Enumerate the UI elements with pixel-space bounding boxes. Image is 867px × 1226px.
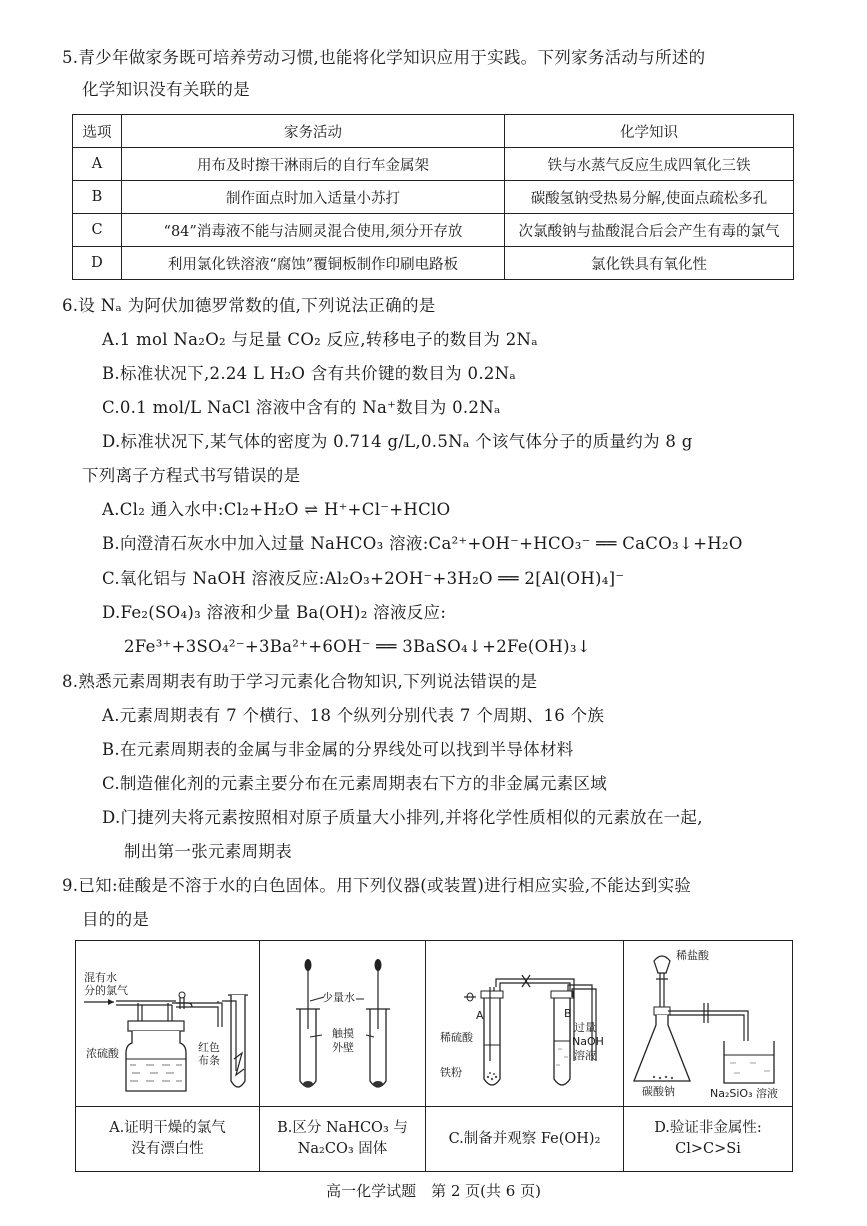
q6-option-b: B.标准状况下,2.24 L H₂O 含有共价键的数目为 0.2Nₐ (102, 364, 517, 383)
q9-stem-line1: 9.已知:硅酸是不溶于水的白色固体。用下列仪器(或装置)进行相应实验,不能达到实验 (62, 876, 692, 895)
label-wet-chlorine-2: 分的氯气 (84, 984, 128, 997)
panel-a-caption (76, 1108, 259, 1170)
caption-line1: C.制备并观察 Fe(OH)₂ (448, 1130, 601, 1147)
label-tube-a: A (476, 1009, 484, 1022)
panel-d-caption (624, 1108, 792, 1170)
q9-panel-d (624, 941, 792, 1171)
table-header-cell: 家务活动 (122, 115, 505, 148)
table-cell: 利用氯化铁溶液“腐蚀”覆铜板制作印刷电路板 (122, 247, 505, 280)
test-tubes-diagram (260, 941, 426, 1106)
q6-stem: 6.设 Nₐ 为阿伏加德罗常数的值,下列说法正确的是 (62, 296, 436, 315)
q5-stem-line1: 5.青少年做家务既可培养劳动习惯,也能将化学知识应用于实践。下列家务活动与所述的 (62, 48, 706, 67)
q7-option-d: D.Fe₂(SO₄)₃ 溶液和少量 Ba(OH)₂ 溶液反应: (102, 603, 447, 622)
label-wet-chlorine-1: 混有水 (84, 971, 117, 984)
label-touch-2: 外壁 (332, 1041, 354, 1054)
q6-option-c: C.0.1 mol/L NaCl 溶液中含有的 Na⁺数目为 0.2Nₐ (102, 398, 501, 417)
label-conc-h2so4: 浓硫酸 (86, 1047, 119, 1060)
table-header-cell: 选项 (73, 115, 122, 148)
caption-line1: D.验证非金属性: (654, 1120, 762, 1136)
table-row (73, 247, 794, 280)
panel-c-apparatus (426, 941, 623, 1107)
table-cell: A (73, 148, 122, 181)
caption-line1: B.区分 NaHCO₃ 与 (277, 1120, 408, 1136)
label-solution: 溶液 (574, 1049, 596, 1062)
flask-beaker-diagram (624, 941, 792, 1106)
q8-stem: 8.熟悉元素周期表有助于学习元素化合物知识,下列说法错误的是 (62, 672, 538, 691)
q7-option-b: B.向澄清石灰水中加入过量 NaHCO₃ 溶液:Ca²⁺+OH⁻+HCO₃⁻ ══ CaCO₃↓+H₂O (102, 534, 743, 553)
table-cell: “84”消毒液不能与洁厕灵混合使用,须分开存放 (122, 214, 505, 247)
q9-stem-line2: 目的的是 (82, 910, 150, 929)
q8-option-a: A.元素周期表有 7 个横行、18 个纵列分别代表 7 个周期、16 个族 (102, 706, 605, 725)
label-sodium-carbonate: 碳酸钠 (642, 1085, 675, 1098)
q6-option-d: D.标准状况下,某气体的密度为 0.714 g/L,0.5Nₐ 个该气体分子的质量约为 8 g (102, 432, 693, 451)
table-cell: 用布及时擦干淋雨后的自行车金属架 (122, 148, 505, 181)
gas-washing-bottle-diagram (76, 941, 260, 1106)
label-touch-1: 触摸 (332, 1027, 354, 1040)
table-header-cell: 化学知识 (505, 115, 794, 148)
q8-option-d-cont: 制出第一张元素周期表 (124, 842, 292, 861)
panel-a-apparatus (76, 941, 259, 1107)
label-red-cloth-1: 红色 (198, 1041, 220, 1054)
table-cell: 制作面点时加入适量小苏打 (122, 181, 505, 214)
label-tube-b: B (564, 1007, 572, 1020)
label-dilute-hcl: 稀盐酸 (676, 949, 709, 962)
table-row (73, 214, 794, 247)
caption-line2: Cl>C>Si (675, 1141, 741, 1157)
table-row (73, 181, 794, 214)
table-cell: 次氯酸钠与盐酸混合后会产生有毒的氯气 (505, 214, 794, 247)
table-header-row (73, 115, 794, 148)
table-cell: C (73, 214, 122, 247)
q7-option-a: A.Cl₂ 通入水中:Cl₂+H₂O ⇌ H⁺+Cl⁻+HClO (102, 500, 451, 519)
label-iron-powder: 铁粉 (440, 1066, 462, 1079)
q6-option-a: A.1 mol Na₂O₂ 与足量 CO₂ 反应,转移电子的数目为 2Nₐ (102, 330, 538, 349)
panel-b-caption (260, 1108, 425, 1170)
label-naoh: NaOH (572, 1035, 604, 1048)
panel-b-apparatus (260, 941, 425, 1107)
q7-option-c: C.氧化铝与 NaOH 溶液反应:Al₂O₃+2OH⁻+3H₂O ══ 2[Al(OH)₄]⁻ (102, 569, 625, 588)
caption-line2: 没有漂白性 (131, 1141, 204, 1157)
q7-stem: 下列离子方程式书写错误的是 (82, 466, 301, 485)
label-sodium-silicate: Na₂SiO₃ 溶液 (710, 1087, 778, 1100)
q5-table (72, 114, 794, 280)
table-cell: 碳酸氢钠受热易分解,使面点疏松多孔 (505, 181, 794, 214)
panel-d-apparatus (624, 941, 792, 1107)
label-red-cloth-2: 布条 (198, 1054, 220, 1067)
label-little-water: 少量水 (322, 991, 355, 1004)
table-row (73, 148, 794, 181)
q5-stem-line2: 化学知识没有关联的是 (82, 80, 250, 99)
table-cell: 氯化铁具有氧化性 (505, 247, 794, 280)
q9-panel-a (76, 941, 260, 1171)
q9-panel-c (426, 941, 624, 1171)
panel-c-caption (426, 1108, 623, 1170)
q9-panel-b (260, 941, 426, 1171)
caption-line2: Na₂CO₃ 固体 (297, 1141, 388, 1157)
table-cell: B (73, 181, 122, 214)
table-cell: D (73, 247, 122, 280)
q9-figure (75, 940, 793, 1172)
q8-option-d: D.门捷列夫将元素按照相对原子质量大小排列,并将化学性质相似的元素放在一起, (102, 808, 703, 827)
page-footer: 高一化学试题 第 2 页(共 6 页) (326, 1182, 541, 1200)
label-excess: 过量 (574, 1021, 596, 1034)
label-dilute-h2so4: 稀硫酸 (440, 1031, 473, 1044)
caption-line1: A.证明干燥的氯气 (109, 1120, 226, 1136)
table-cell: 铁与水蒸气反应生成四氧化三铁 (505, 148, 794, 181)
q8-option-c: C.制造催化剂的元素主要分布在元素周期表右下方的非金属元素区域 (102, 774, 608, 793)
q7-option-d-equation: 2Fe³⁺+3SO₄²⁻+3Ba²⁺+6OH⁻ ══ 3BaSO₄↓+2Fe(OH)₃↓ (124, 637, 591, 656)
q8-option-b: B.在元素周期表的金属与非金属的分界线处可以找到半导体材料 (102, 740, 574, 759)
